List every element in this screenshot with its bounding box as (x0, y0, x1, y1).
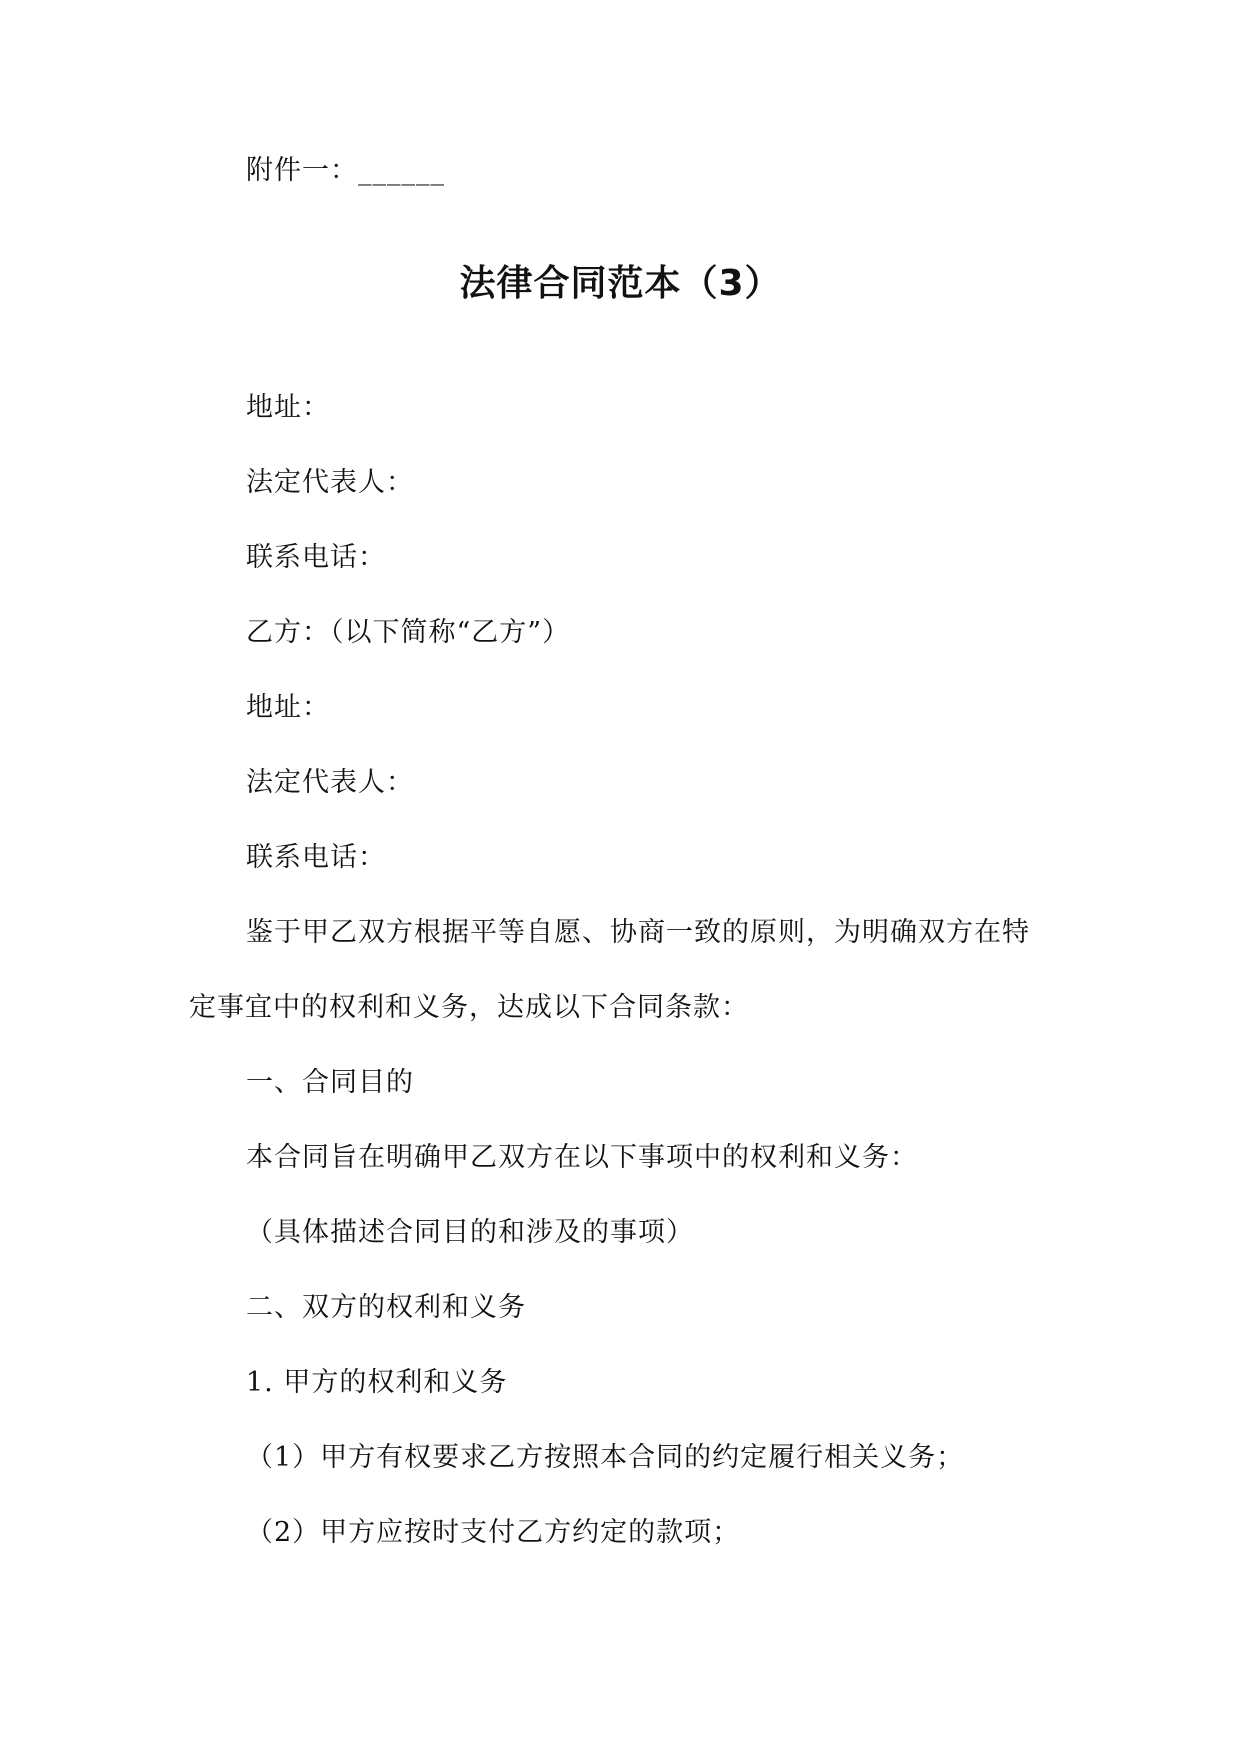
subsection-1-heading: 1. 甲方的权利和义务 (246, 1367, 508, 1398)
section-1-heading: 一、合同目的 (246, 1067, 414, 1098)
party-b-legal-representative: 法定代表人： (246, 767, 414, 798)
party-a-phone: 联系电话： (246, 542, 386, 573)
section-1-placeholder: （具体描述合同目的和涉及的事项） (246, 1217, 694, 1248)
clause-1: （1）甲方有权要求乙方按照本合同的约定履行相关义务； (246, 1442, 965, 1473)
section-2-heading: 二、双方的权利和义务 (246, 1292, 526, 1323)
party-a-address: 地址： (246, 392, 330, 423)
document-title: 法律合同范本（3） (459, 263, 782, 304)
preamble-line-1: 鉴于甲乙双方根据平等自愿、协商一致的原则，为明确双方在特 (246, 917, 1030, 948)
party-b-address: 地址： (246, 692, 330, 723)
preamble-line-2: 定事宜中的权利和义务，达成以下合同条款： (189, 992, 749, 1023)
party-a-legal-representative: 法定代表人： (246, 467, 414, 498)
party-b-phone: 联系电话： (246, 842, 386, 873)
clause-2: （2）甲方应按时支付乙方约定的款项； (246, 1517, 741, 1548)
party-b-heading: 乙方：（以下简称“乙方”） (246, 617, 571, 648)
section-1-body: 本合同旨在明确甲乙双方在以下事项中的权利和义务： (246, 1142, 918, 1173)
attachment-label: 附件一：______ (246, 155, 445, 186)
